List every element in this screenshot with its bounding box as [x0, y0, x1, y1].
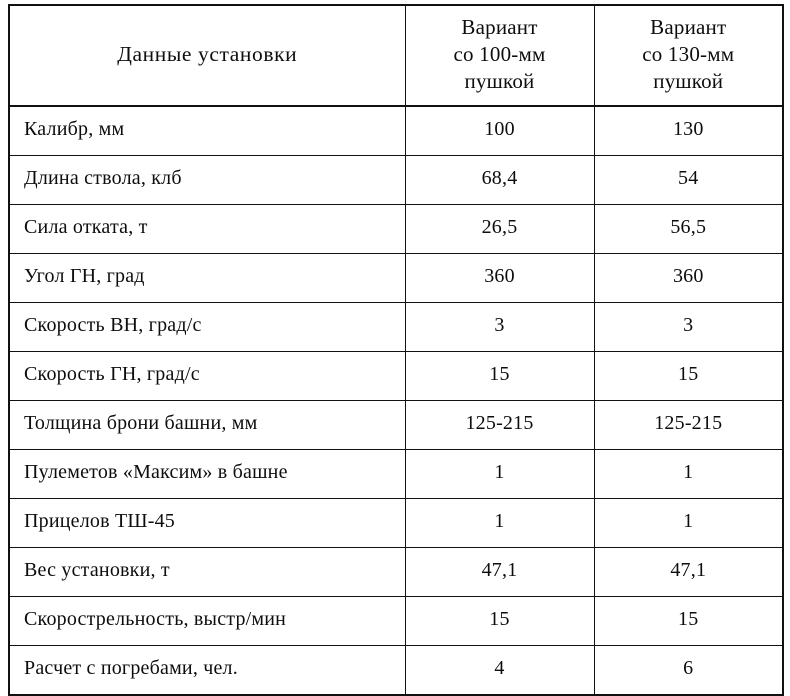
table-row	[9, 155, 783, 204]
row-value-100: 3	[405, 302, 594, 351]
table-row	[9, 645, 783, 695]
row-label: Вес установки, т	[9, 547, 405, 596]
column-header-variant-100-line3: пушкой	[464, 68, 535, 93]
row-label: Сила отката, т	[9, 204, 405, 253]
column-header-variant-100	[405, 5, 594, 106]
column-header-parameter-text: Данные установки	[117, 41, 298, 66]
row-value-100: 47,1	[405, 547, 594, 596]
column-header-variant-130-line2: со 130-мм	[642, 41, 735, 66]
row-label: Калибр, мм	[9, 106, 405, 156]
row-value-100: 1	[405, 449, 594, 498]
row-value-100: 100	[405, 106, 594, 156]
row-value-100: 68,4	[405, 155, 594, 204]
row-value-130: 1	[594, 449, 783, 498]
table-row	[9, 498, 783, 547]
row-value-130: 54	[594, 155, 783, 204]
row-label: Пулеметов «Максим» в башне	[9, 449, 405, 498]
column-header-variant-130-line3: пушкой	[653, 68, 724, 93]
row-value-100: 15	[405, 596, 594, 645]
table-row	[9, 547, 783, 596]
row-label: Длина ствола, клб	[9, 155, 405, 204]
header-row	[9, 5, 783, 106]
row-value-100: 360	[405, 253, 594, 302]
column-header-variant-100-line2: со 100-мм	[453, 41, 546, 66]
table-row	[9, 449, 783, 498]
table-row	[9, 204, 783, 253]
table-row	[9, 302, 783, 351]
row-value-100: 4	[405, 645, 594, 695]
row-value-100: 1	[405, 498, 594, 547]
row-value-130: 15	[594, 351, 783, 400]
row-value-130: 125-215	[594, 400, 783, 449]
row-label: Расчет с погребами, чел.	[9, 645, 405, 695]
column-header-variant-130	[594, 5, 783, 106]
row-label: Скорость ГН, град/с	[9, 351, 405, 400]
row-value-130: 56,5	[594, 204, 783, 253]
table-header	[9, 5, 783, 106]
row-label: Прицелов ТШ-45	[9, 498, 405, 547]
row-value-130: 360	[594, 253, 783, 302]
table-row	[9, 351, 783, 400]
row-value-130: 3	[594, 302, 783, 351]
column-header-parameter	[9, 5, 405, 106]
row-value-100: 125-215	[405, 400, 594, 449]
row-value-130: 15	[594, 596, 783, 645]
row-label: Угол ГН, град	[9, 253, 405, 302]
specifications-table	[8, 4, 784, 696]
row-value-130: 130	[594, 106, 783, 156]
table-row	[9, 253, 783, 302]
column-header-variant-100-line1: Вариант	[461, 15, 538, 39]
row-value-130: 47,1	[594, 547, 783, 596]
table-body	[9, 106, 783, 695]
row-label: Скорость ВН, град/с	[9, 302, 405, 351]
row-value-100: 15	[405, 351, 594, 400]
table-row	[9, 106, 783, 156]
row-label: Толщина брони башни, мм	[9, 400, 405, 449]
row-value-100: 26,5	[405, 204, 594, 253]
row-label: Скорострельность, выстр/мин	[9, 596, 405, 645]
column-header-variant-130-line1: Вариант	[650, 15, 727, 39]
row-value-130: 6	[594, 645, 783, 695]
table-row	[9, 400, 783, 449]
table-row	[9, 596, 783, 645]
row-value-130: 1	[594, 498, 783, 547]
